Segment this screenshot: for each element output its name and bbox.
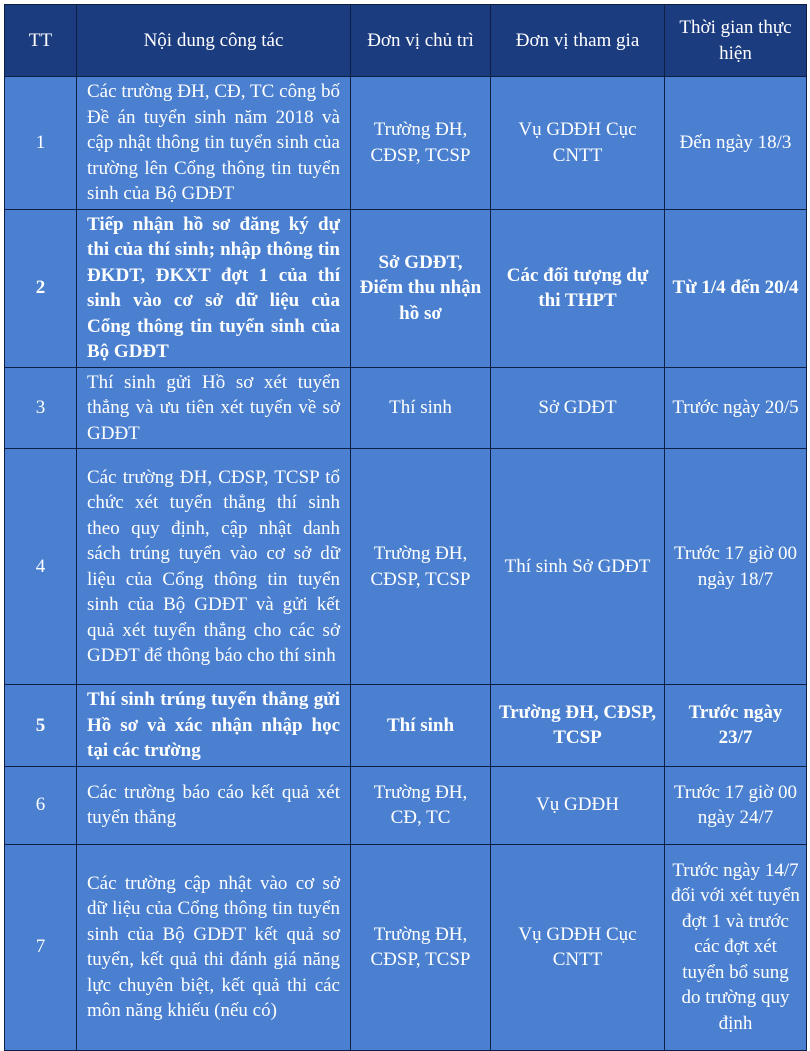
- cell-content: Các trường báo cáo kết quả xét tuyển thẳng: [77, 766, 351, 844]
- cell-time: Trước 17 giờ 00 ngày 24/7: [665, 766, 807, 844]
- table-body: [5, 77, 807, 1051]
- cell-host: Trường ĐH, CĐ, TC: [351, 766, 491, 844]
- cell-content: Tiếp nhận hồ sơ đăng ký dự thi của thí sinh; nhập thông tin ĐKDT, ĐKXT đợt 1 của thí sinh vào cơ sở dữ liệu của Cổng thông tin tuyển sinh của Bộ GDĐT: [77, 209, 351, 367]
- cell-time: Trước 17 giờ 00 ngày 18/7: [665, 449, 807, 685]
- cell-time: Trước ngày 23/7: [665, 685, 807, 767]
- header-row: [5, 5, 807, 77]
- header-content: Nội dung công tác: [77, 5, 351, 77]
- cell-host: Trường ĐH, CĐSP, TCSP: [351, 77, 491, 210]
- table-row: [5, 844, 807, 1050]
- table-row: [5, 209, 807, 367]
- cell-host: Thí sinh: [351, 367, 491, 449]
- cell-host: Sở GDĐT, Điểm thu nhận hồ sơ: [351, 209, 491, 367]
- cell-participants: Vụ GDĐH Cục CNTT: [491, 77, 665, 210]
- cell-content: Thí sinh trúng tuyển thẳng gửi Hồ sơ và xác nhận nhập học tại các trường: [77, 685, 351, 767]
- cell-tt: 1: [5, 77, 77, 210]
- header-participants: Đơn vị tham gia: [491, 5, 665, 77]
- table-row: [5, 77, 807, 210]
- cell-content: Các trường cập nhật vào cơ sở dữ liệu của Cổng thông tin tuyển sinh của Bộ GDĐT kết quả sơ tuyển, kết quả thi đánh giá năng lực chuyên biệt, kết quả thi các môn năng khiếu (nếu có): [77, 844, 351, 1050]
- cell-time: Đến ngày 18/3: [665, 77, 807, 210]
- table-row: [5, 685, 807, 767]
- cell-participants: Thí sinh Sở GDĐT: [491, 449, 665, 685]
- cell-time: Trước ngày 20/5: [665, 367, 807, 449]
- cell-host: Trường ĐH, CĐSP, TCSP: [351, 449, 491, 685]
- table-header: [5, 5, 807, 77]
- cell-participants: Sở GDĐT: [491, 367, 665, 449]
- schedule-table: [4, 4, 807, 1051]
- cell-tt: 3: [5, 367, 77, 449]
- header-time: Thời gian thực hiện: [665, 5, 807, 77]
- cell-host: Thí sinh: [351, 685, 491, 767]
- cell-tt: 5: [5, 685, 77, 767]
- header-host: Đơn vị chủ trì: [351, 5, 491, 77]
- cell-tt: 7: [5, 844, 77, 1050]
- cell-participants: Trường ĐH, CĐSP, TCSP: [491, 685, 665, 767]
- cell-content: Các trường ĐH, CĐSP, TCSP tổ chức xét tuyển thẳng thí sinh theo quy định, cập nhật danh sách trúng tuyển vào cơ sở dữ liệu của Cổng thông tin tuyển sinh của Bộ GDĐT và gửi kết quả xét tuyển thẳng cho các sở GDĐT để thông báo cho thí sinh: [77, 449, 351, 685]
- table-row: [5, 766, 807, 844]
- cell-time: Từ 1/4 đến 20/4: [665, 209, 807, 367]
- table-row: [5, 449, 807, 685]
- cell-content: Thí sinh gửi Hồ sơ xét tuyển thẳng và ưu tiên xét tuyển về sở GDĐT: [77, 367, 351, 449]
- cell-participants: Vụ GDĐH: [491, 766, 665, 844]
- header-tt: TT: [5, 5, 77, 77]
- cell-host: Trường ĐH, CĐSP, TCSP: [351, 844, 491, 1050]
- cell-participants: Vụ GDĐH Cục CNTT: [491, 844, 665, 1050]
- cell-content: Các trường ĐH, CĐ, TC công bố Đề án tuyển sinh năm 2018 và cập nhật thông tin tuyển sinh của trường lên Cổng thông tin tuyển sinh của Bộ GDĐT: [77, 77, 351, 210]
- cell-tt: 2: [5, 209, 77, 367]
- cell-time: Trước ngày 14/7 đối với xét tuyển đợt 1 và trước các đợt xét tuyển bổ sung do trường quy định: [665, 844, 807, 1050]
- cell-tt: 4: [5, 449, 77, 685]
- cell-participants: Các đối tượng dự thi THPT: [491, 209, 665, 367]
- cell-tt: 6: [5, 766, 77, 844]
- table-row: [5, 367, 807, 449]
